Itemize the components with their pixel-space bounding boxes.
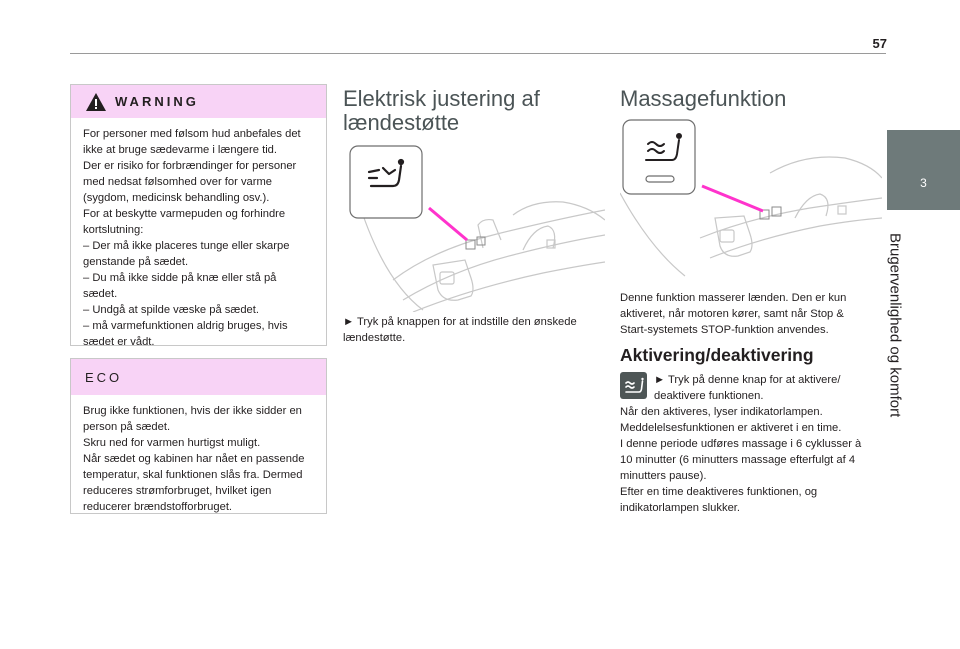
warning-box	[70, 84, 327, 346]
text-line: indikatorlampen slukker.	[620, 502, 741, 514]
lumbar-title-line: Elektrisk justering af	[343, 86, 540, 111]
text-line: For at beskytte varmepuden og forhindre	[83, 208, 286, 220]
warning-header	[71, 85, 326, 118]
lumbar-title	[343, 87, 603, 135]
text-line: kortslutning:	[83, 224, 144, 236]
massage-button-callout	[623, 120, 695, 194]
text-line: Efter en time deaktiveres funktionen, og	[620, 486, 818, 498]
chapter-title: Brugervenlighed og komfort	[886, 232, 904, 418]
text-line: ► Tryk på denne knap for at aktivere/	[654, 374, 841, 386]
massage-title: Massagefunktion	[620, 86, 787, 111]
header-rule	[70, 53, 886, 54]
text-line: Brug ikke funktionen, hvis der ikke sidder en	[83, 405, 302, 417]
text-line: deaktivere funktionen.	[654, 390, 764, 402]
text-line: Der er risiko for forbrændinger for personer	[83, 160, 297, 172]
lumbar-button-callout	[350, 146, 422, 218]
text-line: Skru ned for varmen hurtigst muligt.	[83, 437, 261, 449]
text-line: aktiveret, når motoren kører, samt når Stop &	[620, 308, 844, 320]
massage-intro	[620, 290, 885, 338]
chapter-tab[interactable]	[887, 130, 960, 210]
text-line: temperatur, skal funktionen slås fra. Dermed	[83, 469, 303, 481]
text-line: – Du må ikke sidde på knæ eller stå på	[83, 272, 277, 284]
page-number: 57	[872, 36, 887, 51]
text-line: reduceres strømforbruget, hvilket igen	[83, 485, 272, 497]
text-line: Start-systemets STOP-funktion anvendes.	[620, 324, 829, 336]
text-line: sædet.	[83, 288, 118, 300]
text-line: med nedsat følsomhed over for varme	[83, 176, 273, 188]
eco-header	[71, 359, 326, 395]
text-line: 10 minutter (6 minutters massage efterfulgt af 4	[620, 454, 856, 466]
text-line: I denne periode udføres massage i 6 cyklusser à	[620, 438, 862, 450]
text-line: minutters pause).	[620, 470, 707, 482]
lumbar-seat-illustration	[343, 140, 605, 312]
massage-seat-illustration	[620, 118, 882, 278]
eco-heading: ECO	[85, 369, 123, 385]
warning-heading: WARNING	[115, 94, 199, 109]
text-line: Denne funktion masserer lænden. Den er kun	[620, 292, 847, 304]
warning-triangle-icon	[85, 92, 107, 112]
text-line: Når sædet og kabinen har nået en passende	[83, 453, 305, 465]
text-line: Meddelelsesfunktionen er aktiveret i en time.	[620, 422, 842, 434]
text-line: sædet er vådt.	[83, 336, 155, 348]
text-line: person på sædet.	[83, 421, 171, 433]
pointer-line	[429, 208, 467, 240]
text-line: (sygdom, medicinsk behandling osv.).	[83, 192, 270, 204]
activation-heading: Aktivering/deaktivering	[620, 345, 814, 365]
eco-text	[71, 395, 326, 515]
activation-text	[620, 372, 885, 516]
text-line: Når den aktiveres, lyser indikatorlampen.	[620, 406, 823, 418]
warning-text	[71, 118, 326, 350]
chapter-number: 3	[920, 176, 927, 190]
text-line: For personer med følsom hud anbefales det	[83, 128, 301, 140]
text-line: – Der må ikke placeres tunge eller skarpe	[83, 240, 290, 252]
text-line: lændestøtte.	[343, 332, 406, 344]
eco-box	[70, 358, 327, 514]
text-line: – må varmefunktionen aldrig bruges, hvis	[83, 320, 288, 332]
text-line: ► Tryk på knappen for at indstille den ønskede	[343, 316, 577, 328]
pointer-line	[702, 186, 763, 211]
lumbar-title-line: lændestøtte	[343, 110, 460, 135]
text-line: – Undgå at spilde væske på sædet.	[83, 304, 259, 316]
lumbar-instruction	[343, 314, 605, 346]
text-line: reducerer brændstofforbruget.	[83, 501, 233, 513]
text-line: genstande på sædet.	[83, 256, 189, 268]
text-line: ikke at bruge sædevarme i længere tid.	[83, 144, 278, 156]
